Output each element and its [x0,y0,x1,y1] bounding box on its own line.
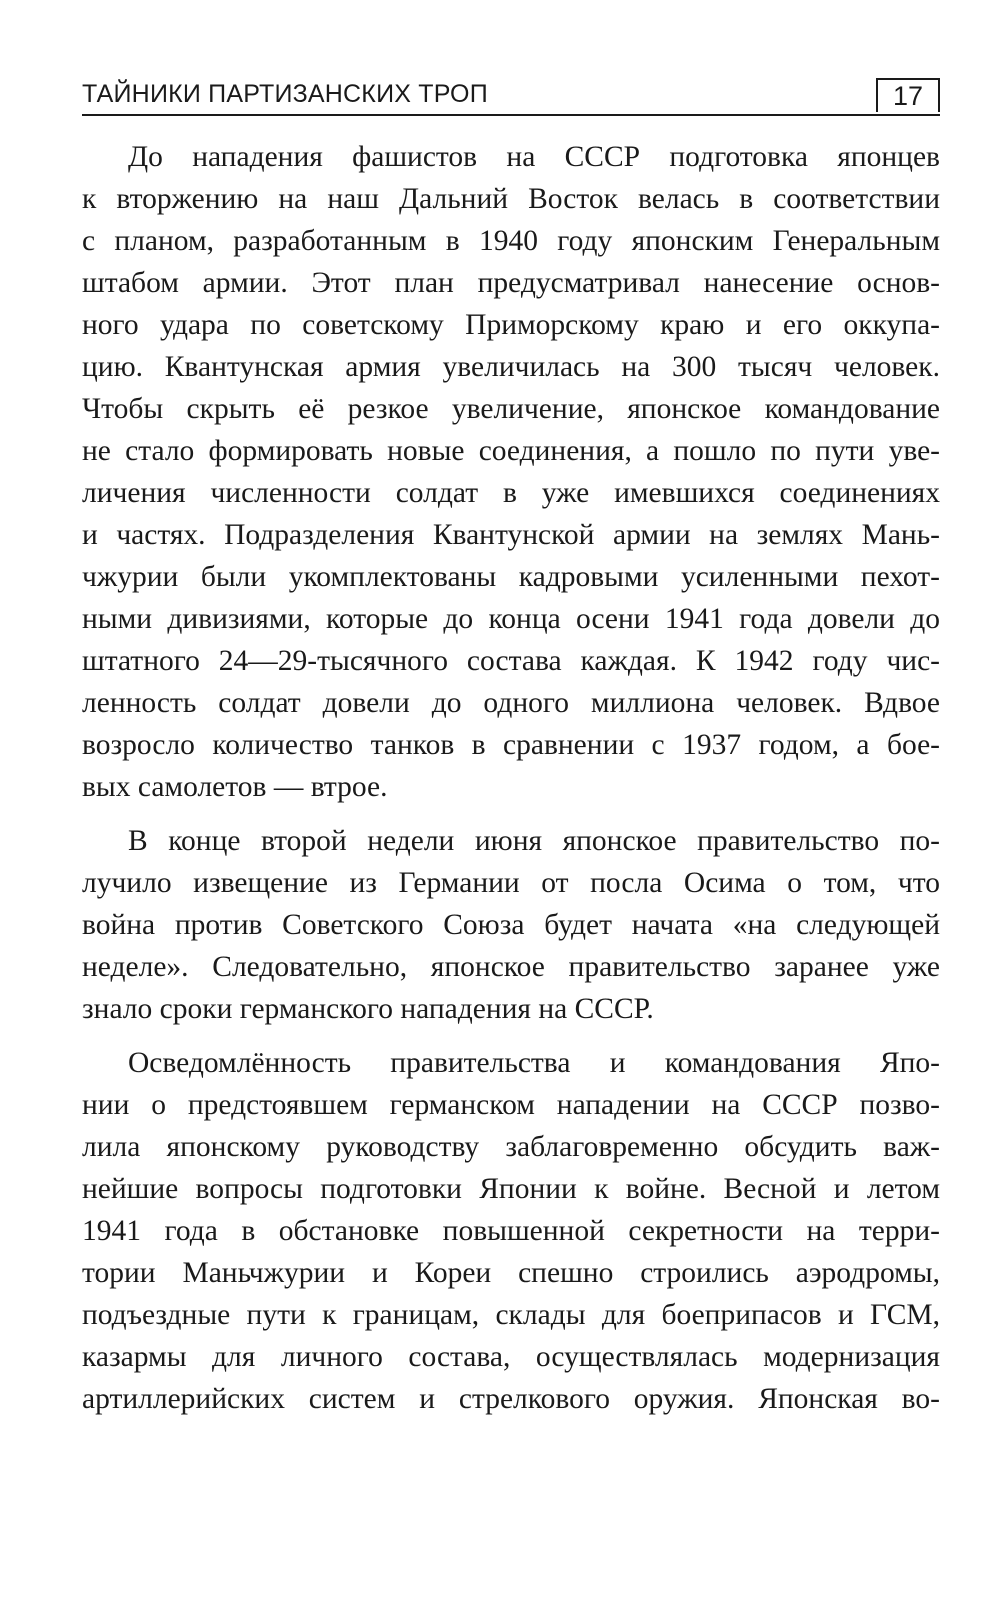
text-line: неделе». Следовательно, японское правительство заранее уже [82,951,940,983]
text-line: война против Советского Союза будет начата «на следующей [82,909,940,941]
text-line: Осведомлённость правительства и командования Япо- [128,1047,940,1079]
text-line: подъездные пути к границам, склады для боеприпасов и ГСМ, [82,1299,940,1331]
text-line: нейшие вопросы подготовки Японии к войне. Весной и летом [82,1173,940,1205]
text-line: тории Маньчжурии и Кореи спешно строились аэродромы, [82,1257,940,1289]
text-line: штабом армии. Этот план предусматривал нанесение основ- [82,267,940,299]
text-line: Чтобы скрыть её резкое увеличение, японское командование [82,393,940,425]
text-line: возросло количество танков в сравнении с 1937 годом, а бое- [82,729,940,761]
text-line: штатного 24—29-тысячного состава каждая. К 1942 году чис- [82,645,940,677]
body-text [82,136,940,1432]
text-line: В конце второй недели июня японское правительство по- [128,825,940,857]
text-line: ными дивизиями, которые до конца осени 1941 года довели до [82,603,940,635]
text-line: к вторжению на наш Дальний Восток велась в соответствии [82,183,940,215]
text-line: личения численности солдат в уже имевшихся соединениях [82,477,940,509]
paragraph-3 [82,1042,940,1420]
paragraph-2 [82,820,940,1030]
text-line: не стало формировать новые соединения, а пошло по пути уве- [82,435,940,467]
text-line: нии о предстоявшем германском нападении на СССР позво- [82,1089,940,1121]
text-line: и частях. Подразделения Квантунской армии на землях Мань- [82,519,940,551]
paragraph-1 [82,136,940,808]
text-line: ленность солдат довели до одного миллиона человек. Вдвое [82,687,940,719]
text-line: вых самолетов — втрое. [82,771,388,803]
text-line: лила японскому руководству заблаговременно обсудить важ- [82,1131,940,1163]
running-head [82,78,940,116]
text-line: с планом, разработанным в 1940 году японским Генеральным [82,225,940,257]
text-line: ного удара по советскому Приморскому краю и его оккупа- [82,309,940,341]
text-line: казармы для личного состава, осуществлялась модернизация [82,1341,940,1373]
text-line: чжурии были укомплектованы кадровыми усиленными пехот- [82,561,940,593]
text-line: знало сроки германского нападения на СССР. [82,993,654,1025]
running-title: ТАЙНИКИ ПАРТИЗАНСКИХ ТРОП [82,80,488,108]
page-number: 17 [876,78,940,112]
text-line: цию. Квантунская армия увеличилась на 300 тысяч человек. [82,351,940,383]
text-line: артиллерийских систем и стрелкового оружия. Японская во- [82,1383,940,1415]
text-line: 1941 года в обстановке повышенной секретности на терри- [82,1215,940,1247]
text-line: До нападения фашистов на СССР подготовка японцев [128,141,940,173]
text-line: лучило извещение из Германии от посла Осима о том, что [82,867,940,899]
